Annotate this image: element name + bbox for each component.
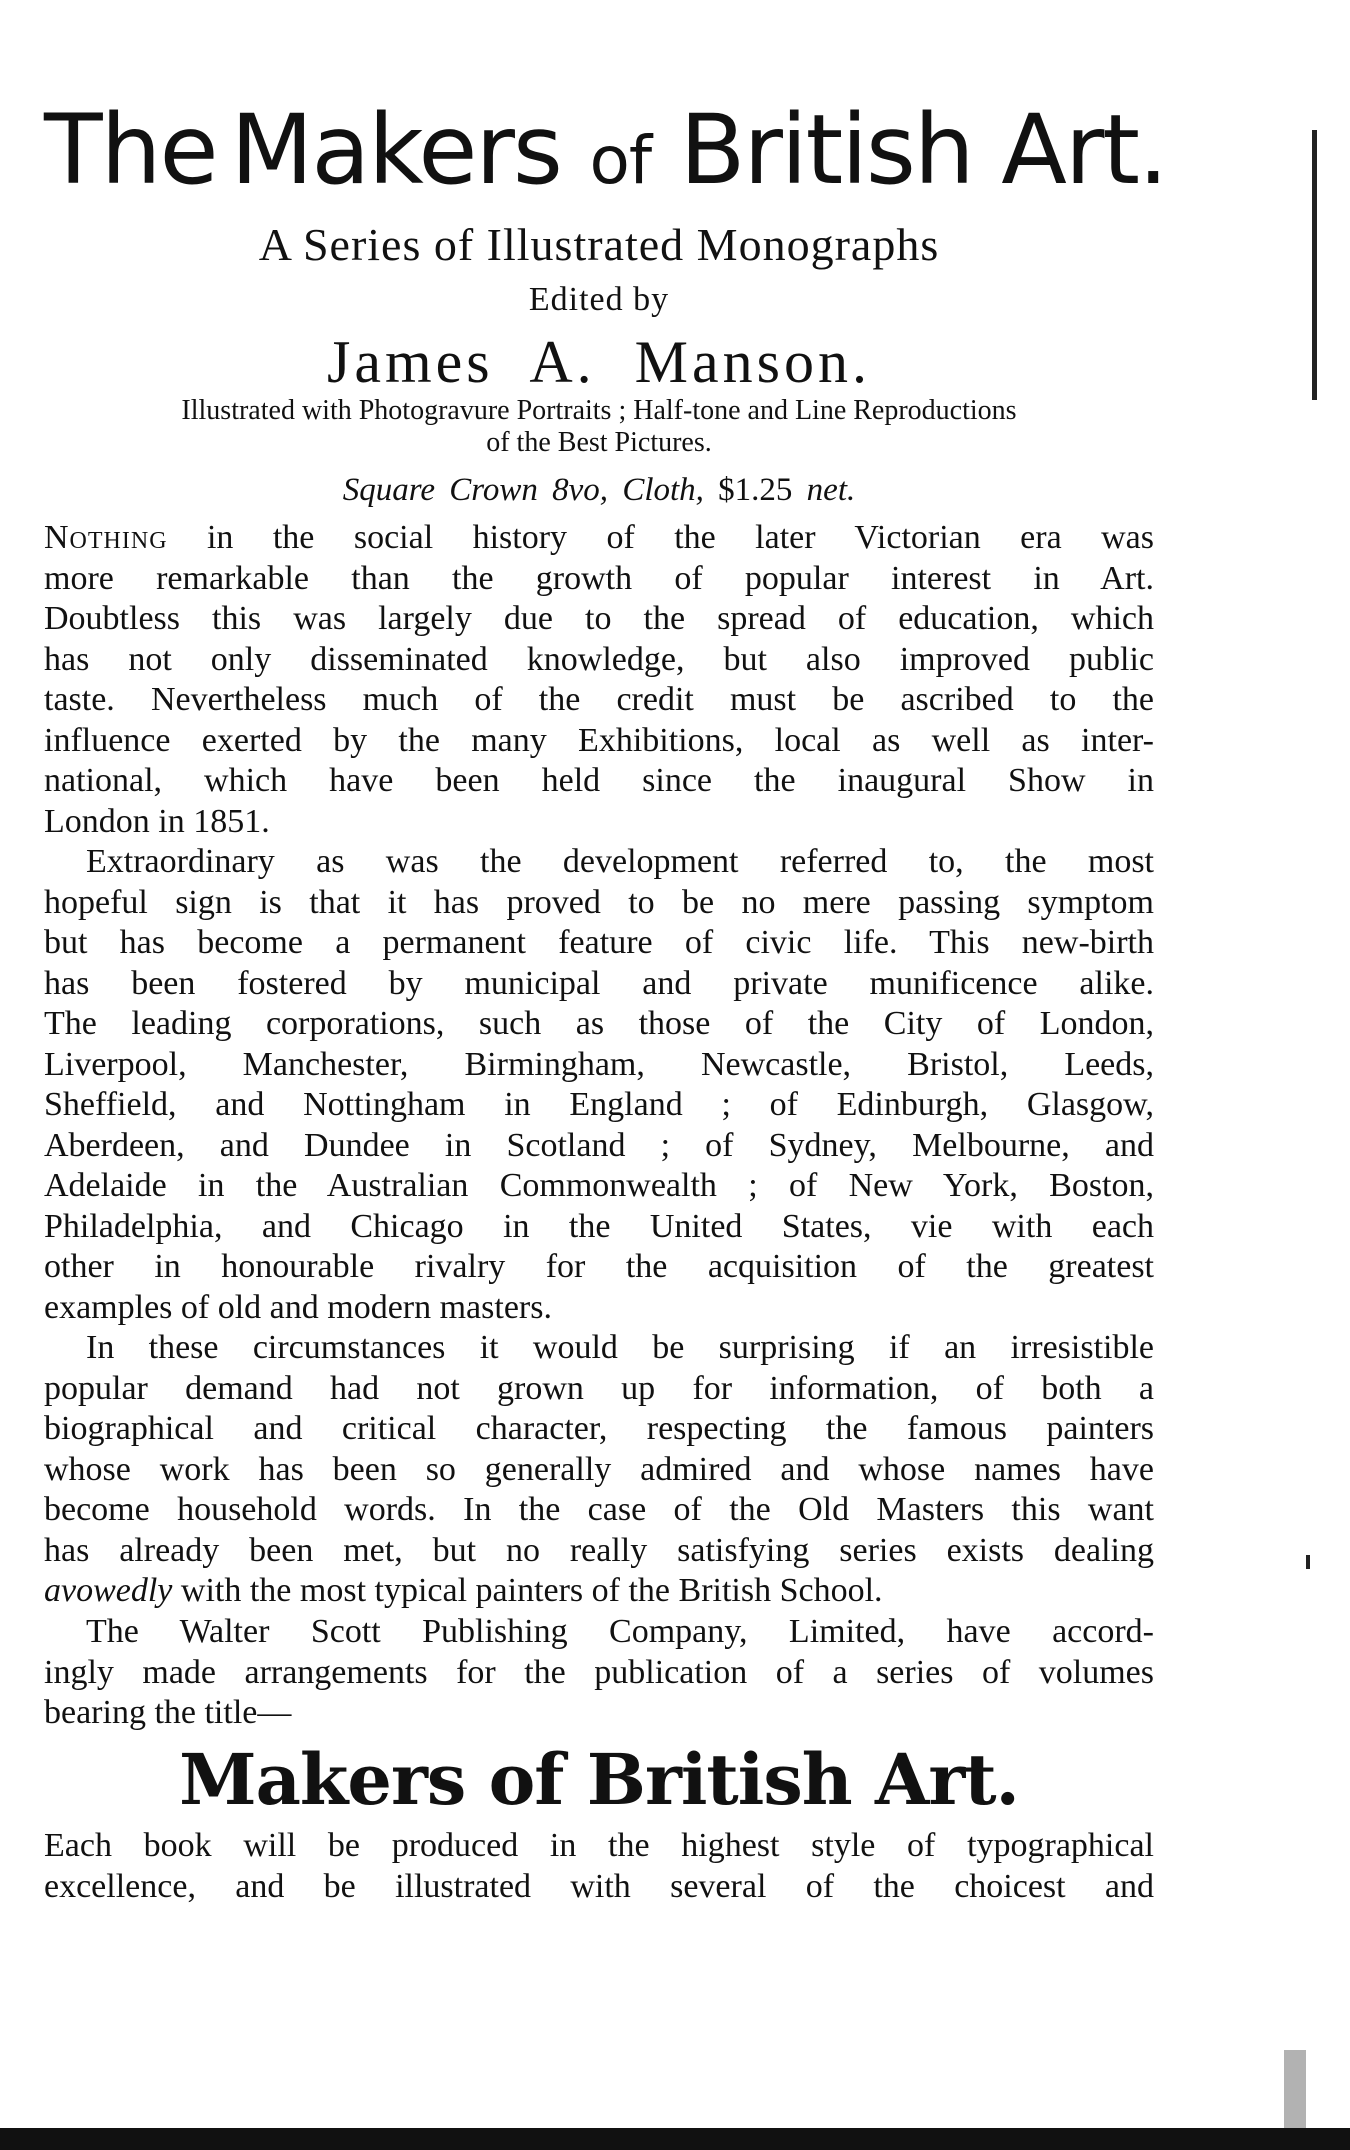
title-word-the: The xyxy=(44,94,217,206)
title-word-makers: Makers xyxy=(230,94,561,206)
margin-scan-mark xyxy=(1284,2050,1306,2128)
paragraph-line: Philadelphia, and Chicago in the United States, vie with each xyxy=(44,1207,1154,1245)
paragraph-line: influence exerted by the many Exhibitions, local as well as inter- xyxy=(44,721,1154,759)
paragraph-line: taste. Nevertheless much of the credit must be ascribed to the xyxy=(44,681,1154,718)
paragraph-line: Sheffield, and Nottingham in England ; of Edinburgh, Glasgow, xyxy=(44,1086,1154,1123)
paragraph-2 xyxy=(44,842,1154,1328)
paragraph-line: national, which have been held since the inaugural Show in xyxy=(44,762,1154,799)
illustration-note xyxy=(44,395,1154,459)
price-amount: $1.25 xyxy=(718,472,793,508)
paragraph-line: Liverpool, Manchester, Birmingham, Newcastle, Bristol, Leeds, xyxy=(44,1045,1154,1083)
paragraph-3 xyxy=(44,1328,1154,1612)
line-text: in the social history of the later Victorian era was xyxy=(206,519,1154,556)
paragraph-line: Adelaide in the Australian Commonwealth ; of New York, Boston, xyxy=(44,1167,1154,1204)
editor-name: James A. Manson. xyxy=(327,329,871,395)
paragraph-line: Doubtless this was largely due to the spread of education, which xyxy=(44,600,1154,637)
italic-word: avowedly xyxy=(44,1572,173,1609)
paragraph-line: ingly made arrangements for the publication of a series of volumes xyxy=(44,1653,1154,1691)
paragraph-line: hopeful sign is that it has proved to be no mere passing symptom xyxy=(44,883,1154,921)
lead-word: Nothing xyxy=(44,519,168,556)
paragraph-line: popular demand had not grown up for information, of both a xyxy=(44,1369,1154,1407)
paragraph-line: Aberdeen, and Dundee in Scotland ; of Sydney, Melbourne, and xyxy=(44,1126,1154,1164)
price-net: net. xyxy=(806,472,856,508)
series-title: Makers of British Art. xyxy=(179,1738,1019,1821)
title-word-british-art: British Art. xyxy=(679,94,1167,206)
paragraph-line: has already been met, but no really satisfying series exists dealing xyxy=(44,1531,1154,1569)
paragraph-4 xyxy=(44,1612,1154,1734)
price-binding: Cloth, xyxy=(622,472,704,508)
illustration-note-line2: of the Best Pictures. xyxy=(486,427,712,458)
paragraph-line: but has become a permanent feature of civic life. This new-birth xyxy=(44,924,1154,961)
bottom-scan-border xyxy=(0,2128,1350,2150)
paragraph-line: examples of old and modern masters. xyxy=(44,1288,552,1326)
paragraph-line: more remarkable than the growth of popular interest in Art. xyxy=(44,559,1154,597)
line-text: with the most typical painters of the British School. xyxy=(180,1572,883,1609)
margin-scan-mark xyxy=(1306,1555,1310,1569)
title-word-of: of xyxy=(589,122,652,199)
paragraph-line: bearing the title— xyxy=(44,1694,292,1731)
subtitle: A Series of Illustrated Monographs xyxy=(258,219,940,270)
paragraph-line xyxy=(44,1571,1154,1612)
paragraph-line: has not only disseminated knowledge, but also improved public xyxy=(44,640,1154,678)
paragraph-line: The Walter Scott Publishing Company, Limited, have accord- xyxy=(86,1613,1154,1650)
margin-scan-mark xyxy=(1312,130,1317,400)
paragraph-line xyxy=(44,518,1154,559)
paragraph-line: In these circumstances it would be surprising if an irresistible xyxy=(86,1329,1154,1366)
paragraph-line: London in 1851. xyxy=(44,802,270,840)
paragraph-line: other in honourable rivalry for the acquisition of the greatest xyxy=(44,1248,1154,1285)
paragraph-line: has been fostered by municipal and private munificence alike. xyxy=(44,964,1154,1002)
page-title xyxy=(44,94,1167,211)
price-line xyxy=(44,470,1154,510)
paragraph-5 xyxy=(44,1826,1154,1907)
paragraph-line: excellence, and be illustrated with several of the choicest and xyxy=(44,1867,1154,1905)
edited-by: Edited by xyxy=(528,281,670,318)
paragraph-line: The leading corporations, such as those of the City of London, xyxy=(44,1005,1154,1042)
paragraph-line: become household words. In the case of the Old Masters this want xyxy=(44,1491,1154,1528)
paragraph-line: whose work has been so generally admired and whose names have xyxy=(44,1450,1154,1488)
paragraph-line: Extraordinary as was the development referred to, the most xyxy=(86,843,1154,880)
paragraph-1 xyxy=(44,518,1154,842)
price-size: 8vo, xyxy=(552,472,609,508)
price-format: Square Crown xyxy=(342,472,538,508)
illustration-note-line1: Illustrated with Photogravure Portraits ; Half-tone and Line Reproductions xyxy=(181,395,1017,426)
paragraph-line: Each book will be produced in the highest style of typographical xyxy=(44,1827,1154,1864)
paragraph-line: biographical and critical character, respecting the famous painters xyxy=(44,1410,1154,1447)
